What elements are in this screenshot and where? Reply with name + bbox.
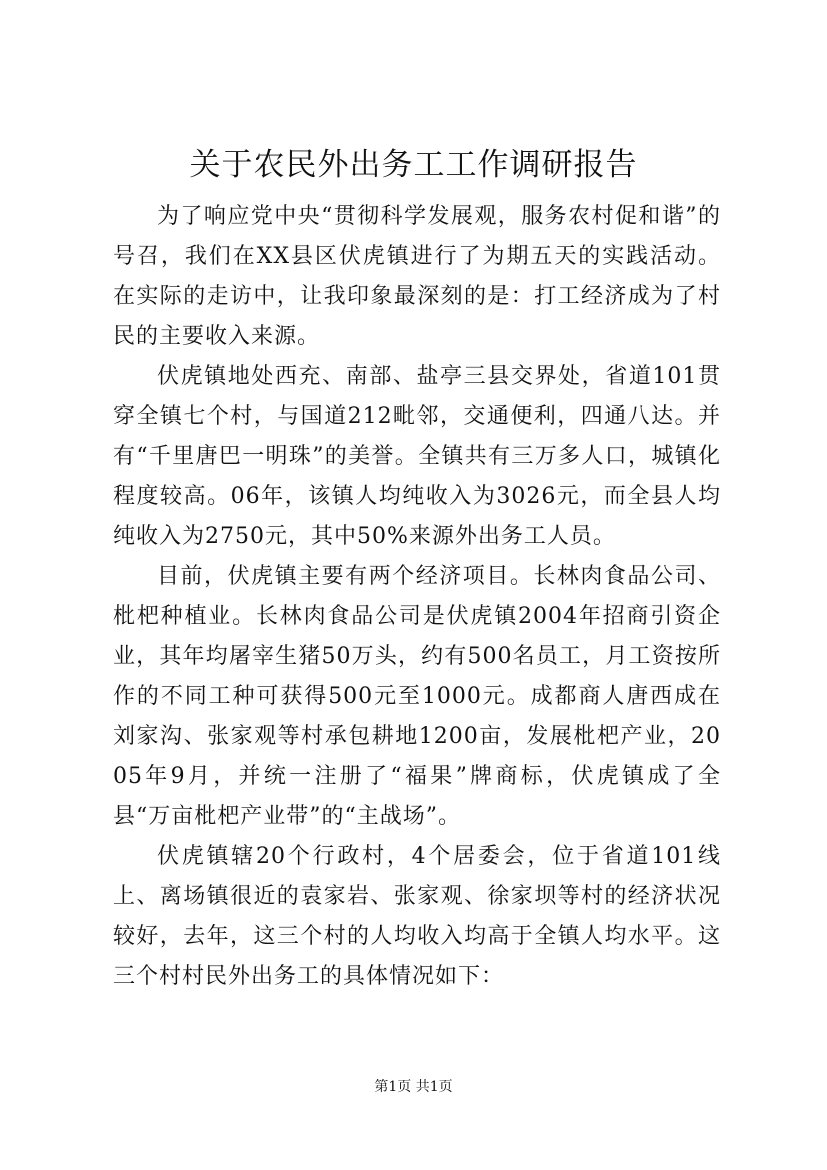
document-body [113, 197, 721, 997]
document-title: 关于农民外出务工工作调研报告 [189, 147, 638, 183]
paragraph-2: 伏虎镇地处西充、南部、盐亭三县交界处，省道101贯穿全镇七个村，与国道212毗邻，交通便利，四通八达。并有“千里唐巴一明珠”的美誉。全镇共有三万多人口，城镇化程度较高。06年，该镇人均纯收入为3026元，而全县人均纯收入为2750元，其中50%来源外出务工人员。 [113, 364, 721, 549]
paragraph-1: 为了响应党中央“贯彻科学发展观，服务农村促和谐”的号召，我们在XX县区伏虎镇进行了为期五天的实践活动。在实际的走访中，让我印象最深刻的是：打工经济成为了村民的主要收入来源。 [113, 204, 721, 349]
page-number-footer: 第1页 共1页 [374, 1079, 453, 1095]
paragraph-4: 伏虎镇辖20个行政村，4个居委会，位于省道101线上、离场镇很近的袁家岩、张家观、徐家坝等村的经济状况较好，去年，这三个村的人均收入均高于全镇人均水平。这三个村村民外出务工的具体情况如下： [113, 844, 721, 989]
paragraph-3: 目前，伏虎镇主要有两个经济项目。长林肉食品公司、枇杷种植业。长林肉食品公司是伏虎镇2004年招商引资企业，其年均屠宰生猪50万头，约有500名员工，月工资按所作的不同工种可获得500元至1000元。成都商人唐西成在刘家沟、张家观等村承包耕地1200亩，发展枇杷产业，2005年9月，并统一注册了“福果”牌商标，伏虎镇成了全县“万亩枇杷产业带”的“主战场”。 [113, 564, 721, 829]
